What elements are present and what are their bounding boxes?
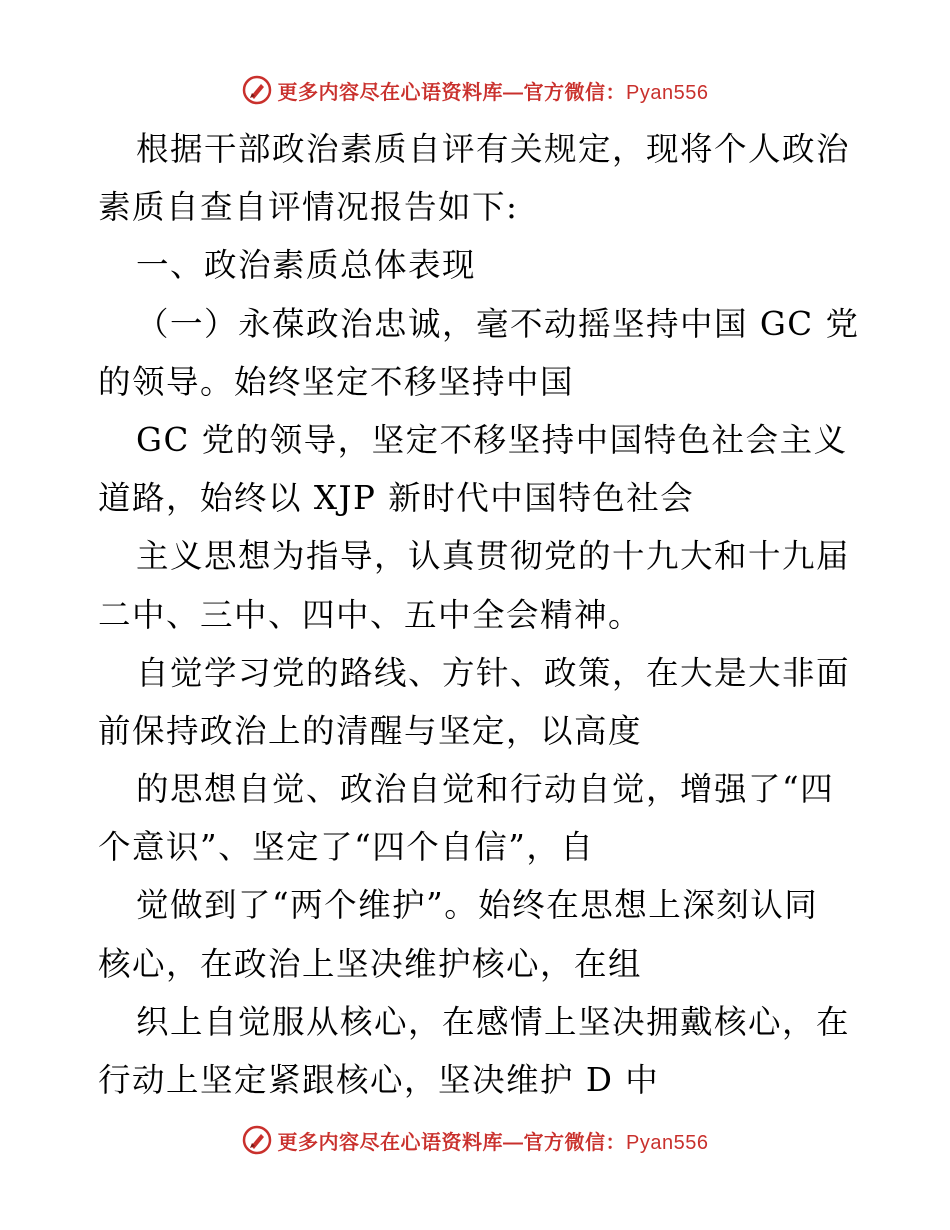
watermark-dash: — — [503, 81, 524, 104]
watermark-text — [278, 1126, 709, 1155]
body-line: 道路，始终以 XJP 新时代中国特色社会 — [98, 479, 695, 518]
pen-seal-icon — [242, 75, 272, 105]
header-watermark — [0, 70, 950, 110]
subsection-heading: （一）永葆政治忠诚，毫不动摇坚持中国 GC 党 — [136, 304, 860, 343]
watermark-brand: 更多内容尽在心语资料库 — [277, 81, 504, 104]
watermark-contact: 官方微信： — [523, 81, 627, 104]
watermark-contact: 官方微信： — [523, 1131, 627, 1154]
pen-seal-icon — [242, 1125, 272, 1155]
body-line: 核心，在政治上坚决维护核心，在组 — [98, 944, 643, 983]
body-line: 前保持政治上的清醒与坚定，以高度 — [98, 711, 643, 750]
watermark-brand: 更多内容尽在心语资料库 — [277, 1131, 504, 1154]
watermark-id: Pyan556 — [626, 1131, 709, 1154]
body-line: 行动上坚定紧跟核心，坚决维护 D 中 — [98, 1061, 660, 1099]
body-line: 素质自查自评情况报告如下: — [98, 188, 519, 227]
body-line: 根据干部政治素质自评有关规定，现将个人政治 — [136, 130, 851, 168]
footer-watermark — [0, 1120, 950, 1160]
watermark-text — [278, 76, 709, 105]
body-line: 的思想自觉、政治自觉和行动自觉，增强了“四 — [136, 770, 835, 809]
body-line: 自觉学习党的路线、方针、政策，在大是大非面 — [136, 653, 851, 692]
body-line: 的领导。始终坚定不移坚持中国 — [98, 362, 575, 401]
watermark-dash: — — [503, 1131, 524, 1154]
body-line: 主义思想为指导，认真贯彻党的十九大和十九届 — [136, 537, 851, 576]
body-line: 觉做到了“两个维护”。始终在思想上深刻认同 — [136, 886, 819, 925]
body-line: GC 党的领导，坚定不移坚持中国特色社会主义 — [136, 420, 848, 459]
document-body — [98, 120, 858, 1109]
body-line: 个意识”、坚定了“四个自信”，自 — [98, 828, 595, 867]
body-line: 织上自觉服从核心，在感情上坚决拥戴核心，在 — [136, 1002, 851, 1041]
watermark-id: Pyan556 — [626, 81, 709, 104]
section-heading: 一、政治素质总体表现 — [136, 246, 477, 285]
body-line: 二中、三中、四中、五中全会精神。 — [98, 595, 643, 634]
